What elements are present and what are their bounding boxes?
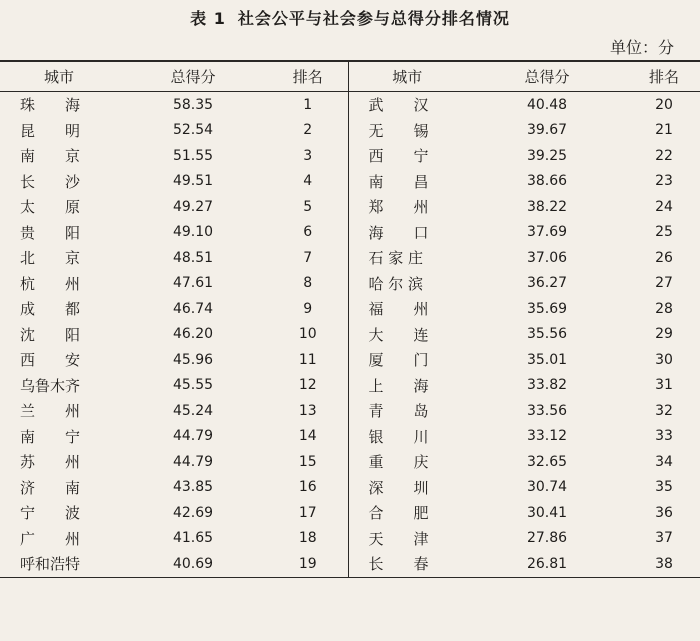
rank-cell: 6 bbox=[303, 224, 313, 241]
unit-label: 单位：分 bbox=[609, 38, 674, 57]
rank-cell: 22 bbox=[655, 147, 673, 164]
rank-cell: 3 bbox=[303, 147, 313, 164]
city-cell: 西 宁 bbox=[348, 143, 466, 169]
score-cell: 27.86 bbox=[526, 530, 568, 547]
rank-cell: 9 bbox=[303, 300, 313, 317]
table-title bbox=[0, 6, 700, 29]
rank-cell: 2 bbox=[303, 122, 313, 139]
rank-cell: 29 bbox=[655, 326, 673, 343]
table-row bbox=[0, 245, 700, 271]
table-row bbox=[0, 500, 700, 526]
rank-cell: 4 bbox=[303, 173, 313, 190]
city-cell: 长 春 bbox=[348, 551, 466, 577]
rank-cell: 30 bbox=[655, 351, 673, 368]
table-row bbox=[0, 169, 700, 195]
score-cell: 46.74 bbox=[172, 300, 214, 317]
rank-cell: 7 bbox=[303, 249, 313, 266]
score-cell: 30.41 bbox=[526, 504, 568, 521]
score-cell: 45.55 bbox=[172, 377, 214, 394]
rank-cell: 28 bbox=[655, 300, 673, 317]
city-cell: 南 昌 bbox=[348, 169, 466, 195]
score-cell: 40.69 bbox=[118, 551, 268, 577]
score-cell: 58.35 bbox=[172, 96, 214, 113]
header-city-left: 城市 bbox=[0, 61, 118, 92]
rank-cell: 24 bbox=[655, 198, 673, 215]
score-cell: 33.12 bbox=[526, 428, 568, 445]
rank-cell: 36 bbox=[655, 504, 673, 521]
table-row bbox=[0, 475, 700, 501]
city-cell: 珠 海 bbox=[20, 96, 81, 115]
rank-cell: 27 bbox=[655, 275, 673, 292]
score-cell: 51.55 bbox=[172, 147, 214, 164]
city-cell: 无 锡 bbox=[348, 118, 466, 144]
rank-cell: 5 bbox=[303, 198, 313, 215]
rank-cell: 38 bbox=[628, 551, 700, 577]
city-cell: 兰 州 bbox=[20, 402, 81, 421]
city-cell: 乌鲁木齐 bbox=[20, 376, 81, 395]
rank-cell: 10 bbox=[298, 326, 317, 343]
city-cell: 海 口 bbox=[348, 220, 466, 246]
table-row bbox=[0, 347, 700, 373]
city-cell: 武 汉 bbox=[348, 92, 466, 118]
score-cell: 45.96 bbox=[172, 351, 214, 368]
score-cell: 37.69 bbox=[526, 224, 568, 241]
score-cell: 35.69 bbox=[526, 300, 568, 317]
table-row bbox=[0, 143, 700, 169]
rank-cell: 26 bbox=[655, 249, 673, 266]
city-cell: 西 安 bbox=[20, 351, 81, 370]
city-cell: 郑 州 bbox=[348, 194, 466, 220]
city-cell: 北 京 bbox=[20, 249, 81, 268]
score-cell: 36.27 bbox=[526, 275, 568, 292]
city-cell: 哈 尔 滨 bbox=[348, 271, 466, 297]
city-cell: 厦 门 bbox=[348, 347, 466, 373]
score-cell: 35.01 bbox=[526, 351, 568, 368]
city-cell: 深 圳 bbox=[348, 475, 466, 501]
table-row bbox=[0, 373, 700, 399]
city-cell: 大 连 bbox=[348, 322, 466, 348]
rank-cell: 25 bbox=[655, 224, 673, 241]
rank-cell: 1 bbox=[303, 96, 313, 113]
city-cell: 苏 州 bbox=[20, 453, 81, 472]
score-cell: 49.51 bbox=[172, 173, 214, 190]
rank-cell: 32 bbox=[655, 402, 673, 419]
table-row bbox=[0, 92, 700, 118]
city-cell: 贵 阳 bbox=[20, 223, 81, 242]
table-row bbox=[0, 551, 700, 577]
score-cell: 26.81 bbox=[466, 551, 628, 577]
table-row bbox=[0, 194, 700, 220]
table-row bbox=[0, 118, 700, 144]
city-cell: 成 都 bbox=[20, 300, 81, 319]
rank-cell: 23 bbox=[655, 173, 673, 190]
city-cell: 沈 阳 bbox=[20, 325, 81, 344]
city-cell: 南 宁 bbox=[20, 427, 81, 446]
city-cell: 济 南 bbox=[20, 478, 81, 497]
score-cell: 35.56 bbox=[526, 326, 568, 343]
city-cell: 石 家 庄 bbox=[348, 245, 466, 271]
rank-cell: 19 bbox=[268, 551, 348, 577]
city-cell: 青 岛 bbox=[348, 398, 466, 424]
score-cell: 33.82 bbox=[526, 377, 568, 394]
city-cell: 合 肥 bbox=[348, 500, 466, 526]
header-rank-left: 排名 bbox=[268, 61, 348, 92]
score-cell: 39.25 bbox=[526, 147, 568, 164]
rank-cell: 11 bbox=[298, 351, 317, 368]
rank-cell: 18 bbox=[298, 530, 317, 547]
header-rank-right: 排名 bbox=[628, 61, 700, 92]
rank-cell: 33 bbox=[655, 428, 673, 445]
score-cell: 40.48 bbox=[526, 96, 568, 113]
table-row bbox=[0, 296, 700, 322]
rank-cell: 17 bbox=[298, 504, 317, 521]
table-row bbox=[0, 424, 700, 450]
score-cell: 30.74 bbox=[526, 479, 568, 496]
score-cell: 45.24 bbox=[172, 402, 214, 419]
city-cell: 昆 明 bbox=[20, 121, 81, 140]
score-cell: 49.27 bbox=[172, 198, 214, 215]
score-cell: 48.51 bbox=[172, 249, 214, 266]
score-cell: 41.65 bbox=[172, 530, 214, 547]
score-cell: 37.06 bbox=[526, 249, 568, 266]
score-cell: 44.79 bbox=[172, 428, 214, 445]
rank-cell: 13 bbox=[298, 402, 317, 419]
score-cell: 46.20 bbox=[172, 326, 214, 343]
rank-cell: 16 bbox=[298, 479, 317, 496]
score-cell: 42.69 bbox=[172, 504, 214, 521]
table-title-text: 社会公平与社会参与总得分排名情况 bbox=[237, 9, 510, 28]
rank-cell: 35 bbox=[655, 479, 673, 496]
city-cell: 福 州 bbox=[348, 296, 466, 322]
city-cell: 上 海 bbox=[348, 373, 466, 399]
score-cell: 49.10 bbox=[172, 224, 214, 241]
ranking-table bbox=[0, 60, 700, 578]
table-row bbox=[0, 449, 700, 475]
table-row bbox=[0, 526, 700, 552]
score-cell: 32.65 bbox=[526, 453, 568, 470]
score-cell: 33.56 bbox=[526, 402, 568, 419]
rank-cell: 31 bbox=[655, 377, 673, 394]
city-cell: 长 沙 bbox=[20, 172, 81, 191]
rank-cell: 12 bbox=[298, 377, 317, 394]
score-cell: 43.85 bbox=[172, 479, 214, 496]
city-cell: 杭 州 bbox=[20, 274, 81, 293]
score-cell: 44.79 bbox=[172, 453, 214, 470]
rank-cell: 15 bbox=[298, 453, 317, 470]
table-row bbox=[0, 322, 700, 348]
table-row bbox=[0, 398, 700, 424]
city-cell: 重 庆 bbox=[348, 449, 466, 475]
rank-cell: 34 bbox=[655, 453, 673, 470]
rank-cell: 8 bbox=[303, 275, 313, 292]
header-city-right: 城市 bbox=[348, 61, 466, 92]
rank-cell: 14 bbox=[298, 428, 317, 445]
city-cell: 太 原 bbox=[20, 198, 81, 217]
header-score-right: 总得分 bbox=[466, 61, 628, 92]
table-number: 表 1 bbox=[190, 9, 226, 28]
header-score-left: 总得分 bbox=[118, 61, 268, 92]
city-cell: 广 州 bbox=[20, 529, 81, 548]
rank-cell: 37 bbox=[655, 530, 673, 547]
city-cell: 南 京 bbox=[20, 147, 81, 166]
city-cell: 天 津 bbox=[348, 526, 466, 552]
city-cell: 宁 波 bbox=[20, 504, 81, 523]
table-row bbox=[0, 271, 700, 297]
table-row bbox=[0, 220, 700, 246]
rank-cell: 20 bbox=[655, 96, 673, 113]
score-cell: 38.66 bbox=[526, 173, 568, 190]
score-cell: 47.61 bbox=[172, 275, 214, 292]
score-cell: 38.22 bbox=[526, 198, 568, 215]
table-header-row bbox=[0, 61, 700, 92]
rank-cell: 21 bbox=[655, 122, 673, 139]
score-cell: 39.67 bbox=[526, 122, 568, 139]
score-cell: 52.54 bbox=[172, 122, 214, 139]
city-cell: 银 川 bbox=[348, 424, 466, 450]
city-cell: 呼和浩特 bbox=[0, 551, 118, 577]
